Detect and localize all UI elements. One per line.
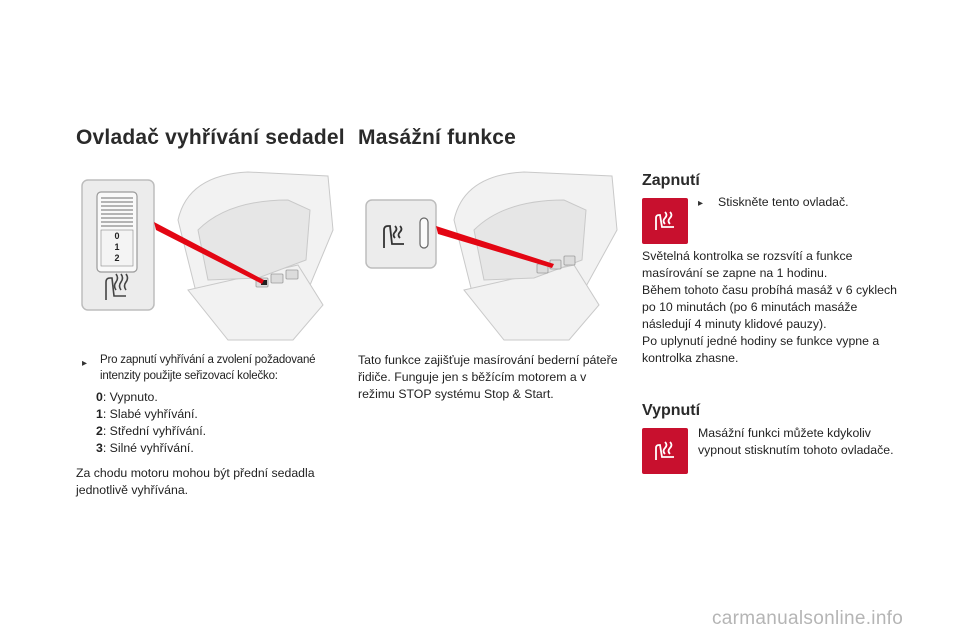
- level-3: 3: Silné vyhřívání.: [96, 441, 194, 455]
- massage-seat-icon: [650, 436, 680, 466]
- heating-levels: [96, 389, 206, 457]
- level-0: 0: Vypnuto.: [96, 390, 158, 404]
- massage-description: Tato funkce zajišťuje masírování bederní páteře řidiče. Funguje jen s běžícím motorem a v režimu STOP systému Stop & Start.: [358, 353, 618, 401]
- zapnuti-bullet: Stiskněte tento ovladač.: [718, 195, 849, 209]
- massage-title: Masážní funkce: [358, 126, 517, 149]
- heating-instruction: Pro zapnutí vyhřívání a zvolení požadované intenzity použijte seřizovací kolečko:: [100, 354, 316, 382]
- massage-control-illustration: [362, 170, 624, 342]
- bullet-icon: ▸: [698, 198, 704, 209]
- wheel-label-1: 1: [114, 242, 120, 252]
- wheel-label-2: 2: [114, 253, 120, 263]
- zapnuti-text: Světelná kontrolka se rozsvítí a funkce masírování se zapne na 1 hodinu. Během tohoto času probíhá masáž v 6 cyklech po 10 minutách (po 6 minutách masáže následují 4 minuty klidové pauzy). Po uplynutí jedné hodiny se funkce vypne a kontrolka zhasne.: [642, 249, 897, 365]
- watermark: carmanualsonline.info: [712, 608, 904, 629]
- heating-control-illustration: [78, 170, 340, 342]
- vypnuti-text: Masážní funkci můžete kdykoliv vypnout stisknutím tohoto ovladače.: [698, 426, 894, 457]
- seat-drawing: [178, 172, 333, 340]
- bullet-icon: ▸: [82, 358, 88, 369]
- level-2: 2: Střední vyhřívání.: [96, 424, 207, 438]
- massage-seat-icon: [650, 206, 680, 236]
- vypnuti-title: Vypnutí: [642, 402, 701, 419]
- heating-note: Za chodu motoru mohou být přední sedadla jednotlivě vyhřívána.: [76, 466, 315, 497]
- heating-title: Ovladač vyhřívání sedadel: [76, 126, 345, 149]
- wheel-label-0: 0: [114, 231, 120, 241]
- seat-drawing-massage: [454, 172, 617, 340]
- massage-button-off[interactable]: [642, 428, 688, 474]
- massage-button-on[interactable]: [642, 198, 688, 244]
- level-1: 1: Slabé vyhřívání.: [96, 407, 198, 421]
- zapnuti-title: Zapnutí: [642, 172, 700, 189]
- massage-indicator-led: [420, 218, 428, 248]
